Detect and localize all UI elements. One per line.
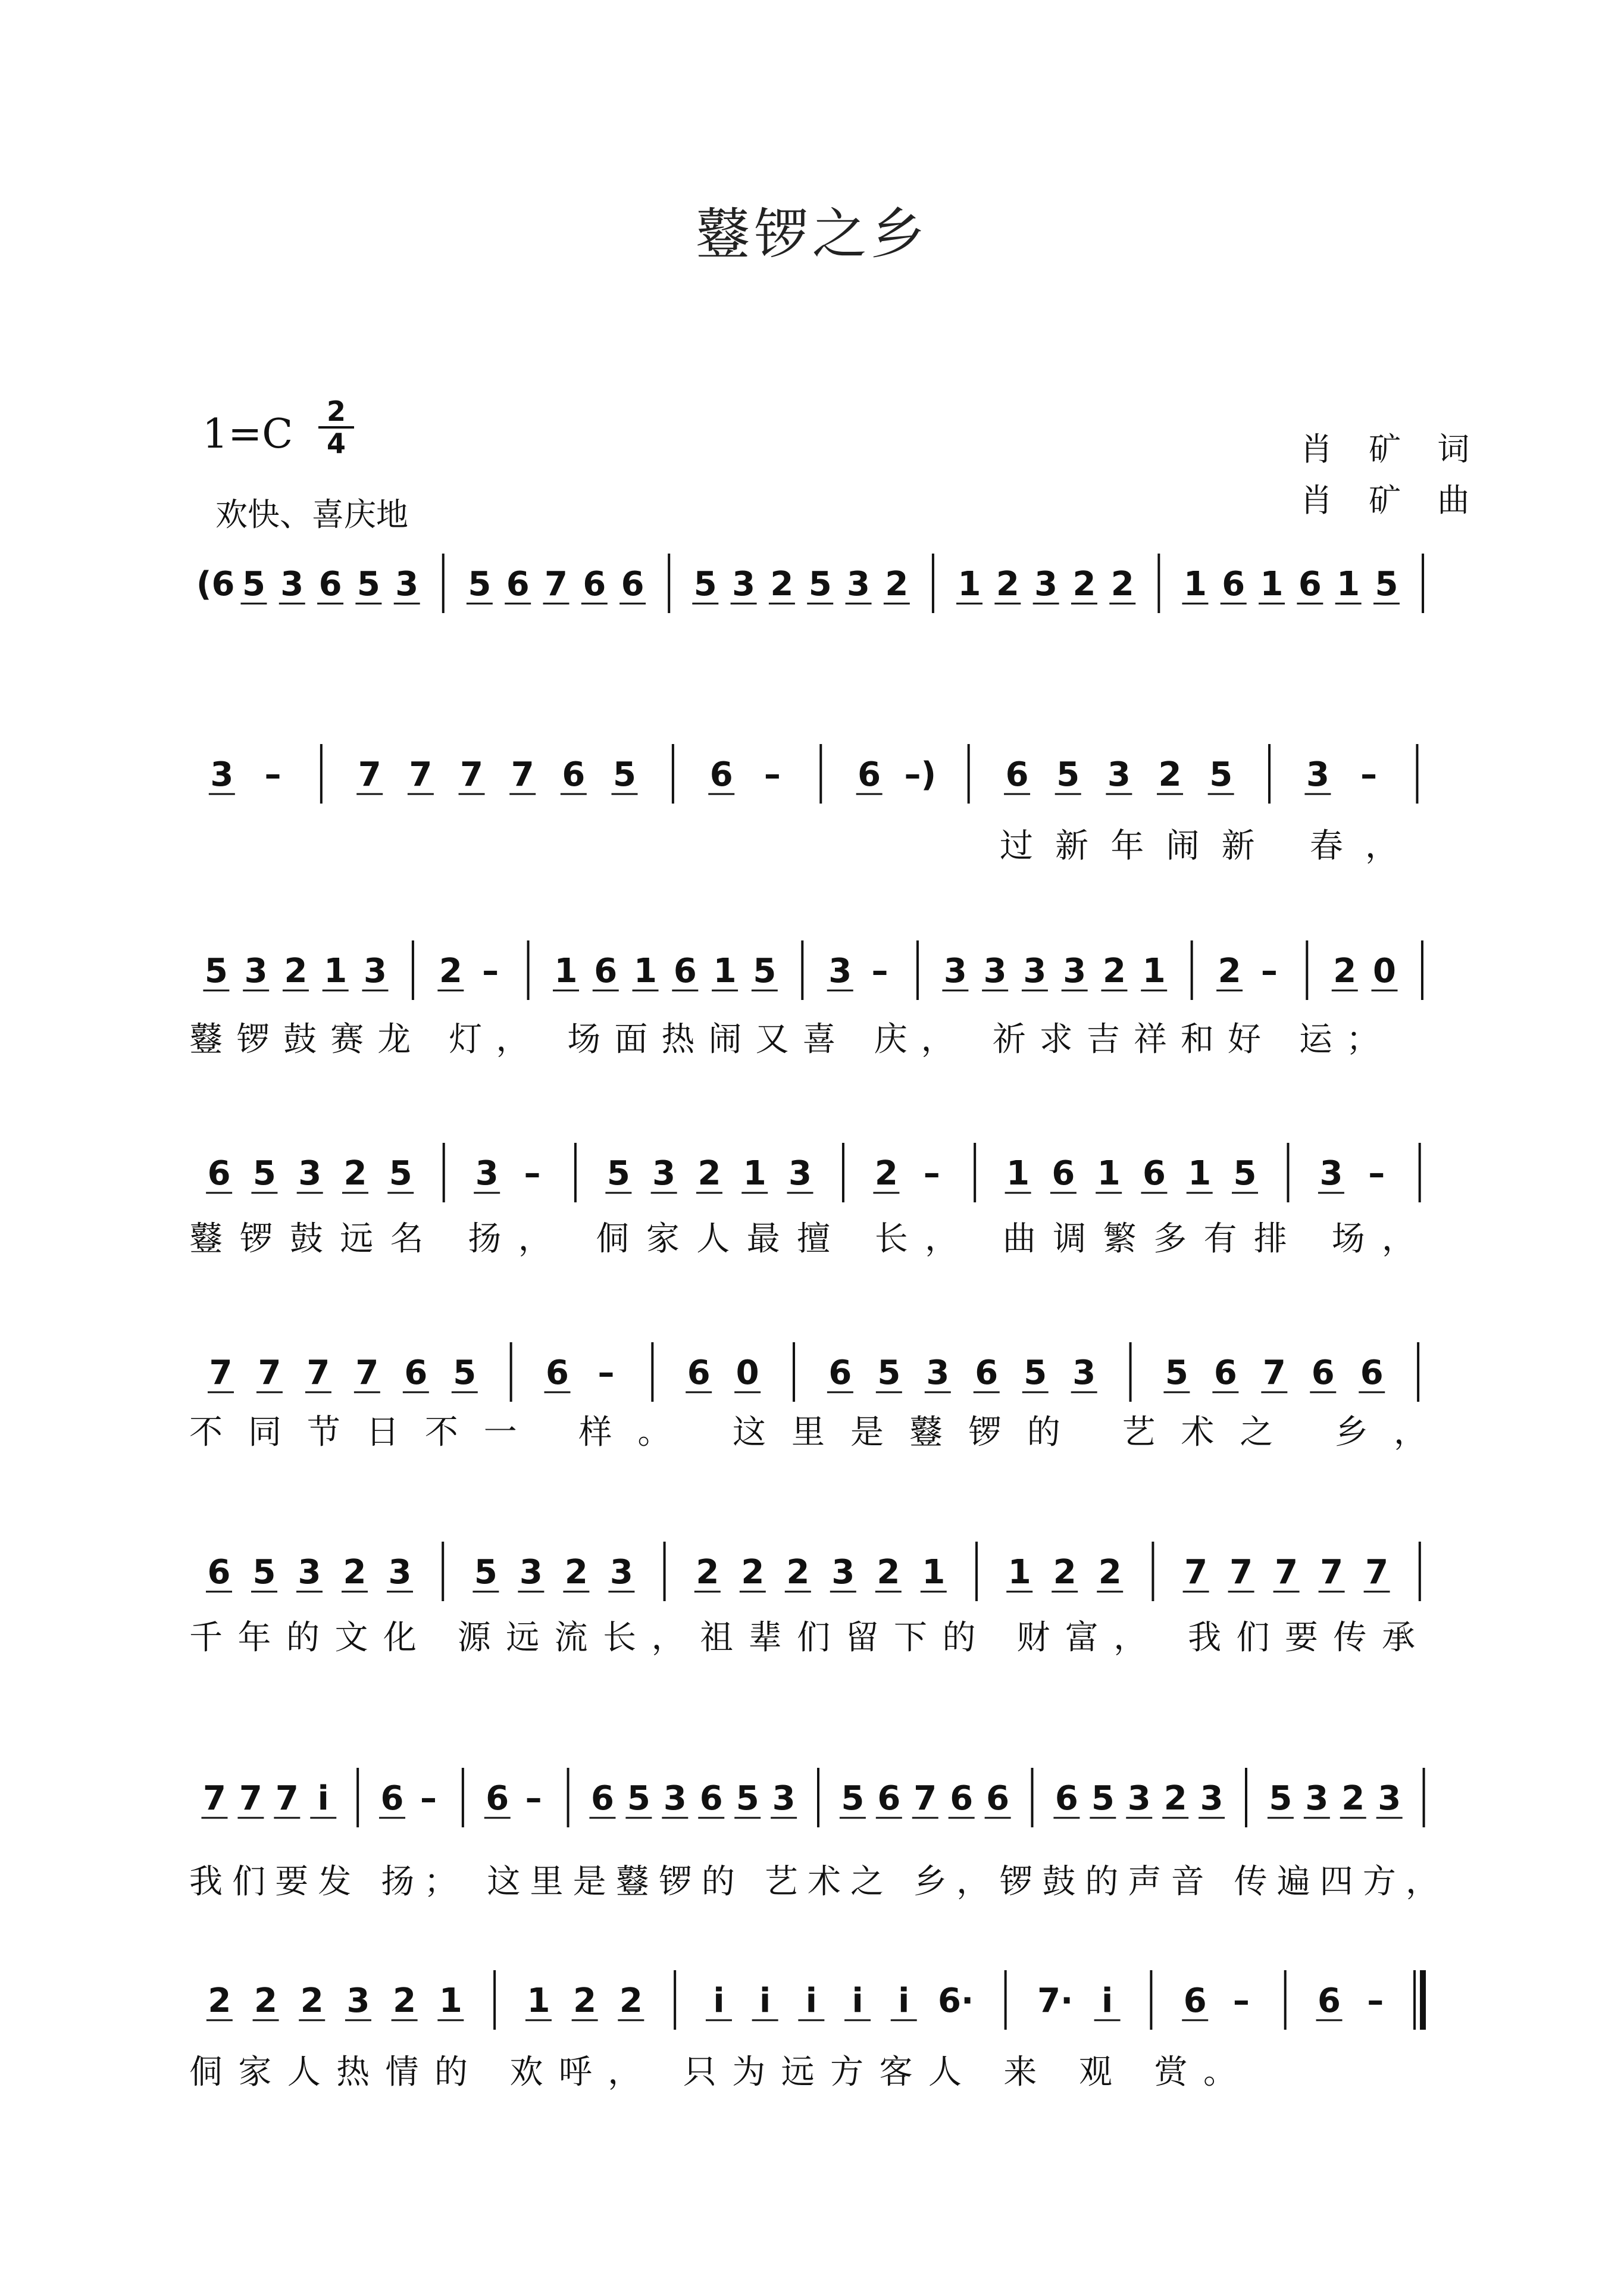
note: 5 (1375, 565, 1398, 604)
note: 7 (202, 1779, 226, 1818)
note: 3 (210, 755, 234, 794)
note: 1 (634, 952, 658, 990)
lyrics-line: 鼟锣鼓赛龙 灯， 场面热闹又喜 庆， 祈求吉祥和好 运； (189, 1020, 1379, 1059)
note: 2 (1072, 565, 1096, 604)
note: 6 (318, 565, 342, 604)
note: 6 (486, 1779, 509, 1818)
note: 3 (1034, 565, 1058, 604)
note: 7 (409, 755, 433, 794)
note: 7 (275, 1779, 299, 1818)
note: 3 (1305, 1779, 1329, 1818)
note: – (264, 755, 281, 794)
note: 2 (696, 1553, 719, 1592)
note: 6 (986, 1779, 1010, 1818)
lyrics-line: 侗家人热情的 欢呼， 只为远方客人 来 观 赏。 (189, 2053, 1237, 2092)
note: 1 (1260, 565, 1284, 604)
note: 7 (511, 755, 534, 794)
note: 3 (652, 1154, 676, 1193)
note: 5 (356, 565, 380, 604)
note: 6 (1005, 755, 1029, 794)
note: 7 (358, 755, 381, 794)
note: 3 (1319, 1154, 1343, 1193)
note: 5 (808, 565, 832, 604)
note: 1 (1097, 1154, 1121, 1193)
note: 7 (355, 1354, 379, 1392)
note: 5 (1233, 1154, 1257, 1193)
note: 3 (1306, 755, 1329, 794)
note: 5 (736, 1779, 759, 1818)
lyrics-line: 鼟锣鼓远名 扬， 侗家人最擅 长， 曲调繁多有排 场， (189, 1220, 1415, 1258)
note: 5 (242, 565, 265, 604)
note: 5 (1024, 1354, 1047, 1392)
note: (6 (196, 565, 235, 604)
note: 3 (363, 952, 387, 990)
note: 6 (404, 1354, 428, 1392)
note: 6 (590, 1779, 614, 1818)
note: 7 (1275, 1553, 1298, 1592)
note: 2 (1341, 1779, 1365, 1818)
note: 6 (1298, 565, 1322, 604)
note: 3 (1072, 1354, 1096, 1392)
lyrics-line: 不同节日不一 样。 这里是鼟锣的 艺术之 乡， (189, 1413, 1427, 1452)
note: 3 (609, 1553, 633, 1592)
note: 2 (619, 1982, 643, 2020)
note: 6 (1183, 1982, 1207, 2020)
note: – (525, 1779, 542, 1818)
note: – (1367, 1982, 1384, 2020)
note: 2 (885, 565, 909, 604)
note: 1 (922, 1553, 946, 1592)
note: 5 (1056, 755, 1080, 794)
note: 1 (1007, 1553, 1031, 1592)
note: 5 (1269, 1779, 1293, 1818)
note: 6 (594, 952, 618, 990)
note: 3 (388, 1553, 412, 1592)
note: 2 (564, 1553, 588, 1592)
note: 6 (877, 1779, 901, 1818)
note: 6 (1052, 1154, 1075, 1193)
lyrics-line: 千年的文化 源远流长，祖辈们留下的 财富， 我们要传承 (189, 1618, 1415, 1657)
note: 1 (713, 952, 737, 990)
note: 3 (244, 952, 268, 990)
note: 0 (1373, 952, 1397, 990)
note: 7 (1262, 1354, 1286, 1392)
note: 6 (207, 1553, 231, 1592)
note: 2 (1163, 1779, 1187, 1818)
note: 2 (284, 952, 308, 990)
note: 6 (621, 565, 644, 604)
note: 7 (545, 565, 568, 604)
note: 7 (258, 1354, 281, 1392)
note: 2 (1053, 1553, 1077, 1592)
note: 6 (687, 1354, 711, 1392)
note: 2 (1333, 952, 1357, 990)
time-signature-denominator: 4 (326, 427, 346, 460)
note: 3 (298, 1553, 321, 1592)
note: 1 (554, 952, 578, 990)
note: 5 (606, 1154, 630, 1193)
note: 6 (583, 565, 606, 604)
note: 2 (770, 565, 794, 604)
note: 3 (926, 1354, 950, 1392)
note: 3 (1127, 1779, 1151, 1818)
note: 2 (697, 1154, 721, 1193)
note: 5 (1209, 755, 1233, 794)
note: 6 (1311, 1354, 1335, 1392)
note: 7 (1184, 1553, 1208, 1592)
note: 1 (1142, 952, 1166, 990)
note: 2 (439, 952, 462, 990)
note: 6 (828, 1354, 852, 1392)
note: 2 (254, 1982, 278, 2020)
note: 6 (975, 1354, 999, 1392)
note: – (1360, 755, 1378, 794)
note: 7 (1229, 1553, 1253, 1592)
note: 7 (239, 1779, 262, 1818)
note: – (482, 952, 499, 990)
note: i (805, 1982, 817, 2020)
lyrics-line: 过新年闹新 春， (1000, 827, 1398, 865)
note: 7 (913, 1779, 937, 1818)
note: 2 (343, 1154, 367, 1193)
note: 1 (1006, 1154, 1030, 1193)
note: 3 (1378, 1779, 1401, 1818)
note: 3 (475, 1154, 499, 1193)
note: –) (904, 755, 937, 794)
note: 3 (346, 1982, 370, 2020)
note: 3 (519, 1553, 543, 1592)
note: 3 (772, 1779, 796, 1818)
note: 7· (1037, 1982, 1074, 2020)
key-signature: 1=C (202, 411, 293, 458)
note: 5 (693, 565, 717, 604)
note: 6 (1318, 1982, 1341, 2020)
note: 1 (957, 565, 981, 604)
note: 2 (877, 1553, 900, 1592)
note: 2 (741, 1553, 765, 1592)
note: 6 (1054, 1779, 1078, 1818)
lyrics-line: 我们要发 扬； 这里是鼟锣的 艺术之 乡，锣鼓的声音 传遍四方， (189, 1862, 1439, 1901)
note: 6 (562, 755, 586, 794)
note: 5 (468, 565, 492, 604)
note: 5 (389, 1154, 412, 1193)
note: 3 (732, 565, 756, 604)
note: – (923, 1154, 940, 1193)
note: 3 (983, 952, 1007, 990)
note: 6 (207, 1154, 231, 1193)
note: 2 (393, 1982, 417, 2020)
note: 3 (831, 1553, 855, 1592)
note: – (1232, 1982, 1250, 2020)
note: 1 (324, 952, 348, 990)
note: i (713, 1982, 725, 2020)
note: 6 (699, 1779, 723, 1818)
note: 3 (1200, 1779, 1224, 1818)
note: 6 (546, 1354, 569, 1392)
note: – (597, 1354, 615, 1392)
note: 6 (1222, 565, 1246, 604)
note: – (524, 1154, 541, 1193)
note: 3 (298, 1154, 322, 1193)
note: 5 (474, 1553, 497, 1592)
note: 7 (1365, 1553, 1389, 1592)
note: 6 (673, 952, 697, 990)
note: 2 (208, 1982, 231, 2020)
note: 3 (828, 952, 852, 990)
note: 5 (627, 1779, 650, 1818)
note: 5 (613, 755, 636, 794)
note: 6 (1360, 1354, 1384, 1392)
note: 1 (527, 1982, 550, 2020)
lyricist-credit: 肖 矿 词 (1300, 430, 1483, 468)
note: 3 (280, 565, 304, 604)
time-signature-numerator: 2 (318, 398, 354, 429)
note: 2 (300, 1982, 324, 2020)
note: 6 (506, 565, 530, 604)
note: 0 (736, 1354, 759, 1392)
note: 5 (252, 1553, 276, 1592)
note: 5 (877, 1354, 901, 1392)
note: 5 (1165, 1354, 1188, 1392)
note: 7 (306, 1354, 330, 1392)
note: 7 (460, 755, 484, 794)
note: 3 (847, 565, 871, 604)
note: – (764, 755, 781, 794)
note: 5 (252, 1154, 276, 1193)
note: 3 (663, 1779, 687, 1818)
note: 2 (1110, 565, 1134, 604)
note: 1 (1337, 565, 1360, 604)
note: – (1260, 952, 1278, 990)
note: 3 (1063, 952, 1087, 990)
note: 2 (343, 1553, 367, 1592)
note: i (852, 1982, 863, 2020)
note: 3 (943, 952, 967, 990)
note: 3 (1107, 755, 1131, 794)
note: 6 (709, 755, 733, 794)
note: 2 (573, 1982, 597, 2020)
tempo-marking: 欢快、喜庆地 (215, 496, 408, 533)
note: 2 (1218, 952, 1241, 990)
note: 1 (1188, 1154, 1212, 1193)
note: 1 (439, 1982, 462, 2020)
note: 7 (1320, 1553, 1344, 1592)
note: 6 (1213, 1354, 1237, 1392)
note: 5 (453, 1354, 477, 1392)
song-title: 鼟锣之乡 (695, 202, 929, 266)
note: 5 (204, 952, 228, 990)
note: 6 (858, 755, 881, 794)
note: 5 (1091, 1779, 1115, 1818)
note: 2 (786, 1553, 810, 1592)
note: 1 (1183, 565, 1207, 604)
note: 6 (950, 1779, 974, 1818)
note: 6 (1142, 1154, 1166, 1193)
note: 6 (380, 1779, 404, 1818)
note: 2 (996, 565, 1019, 604)
note: – (1368, 1154, 1385, 1193)
note: 3 (1023, 952, 1047, 990)
note: 1 (743, 1154, 766, 1193)
note: 5 (753, 952, 777, 990)
note: 3 (395, 565, 419, 604)
note: 2 (1098, 1553, 1122, 1592)
note: – (420, 1779, 437, 1818)
note: 2 (874, 1154, 898, 1193)
note: i (898, 1982, 910, 2020)
composer-credit: 肖 矿 曲 (1300, 482, 1483, 519)
note: 2 (1158, 755, 1182, 794)
note: 2 (1102, 952, 1126, 990)
note: 7 (209, 1354, 233, 1392)
note: 6· (938, 1982, 974, 2020)
note: 3 (788, 1154, 812, 1193)
note: i (1101, 1982, 1113, 2020)
note: i (317, 1779, 329, 1818)
note: i (759, 1982, 771, 2020)
note: 5 (841, 1779, 865, 1818)
note: – (871, 952, 888, 990)
